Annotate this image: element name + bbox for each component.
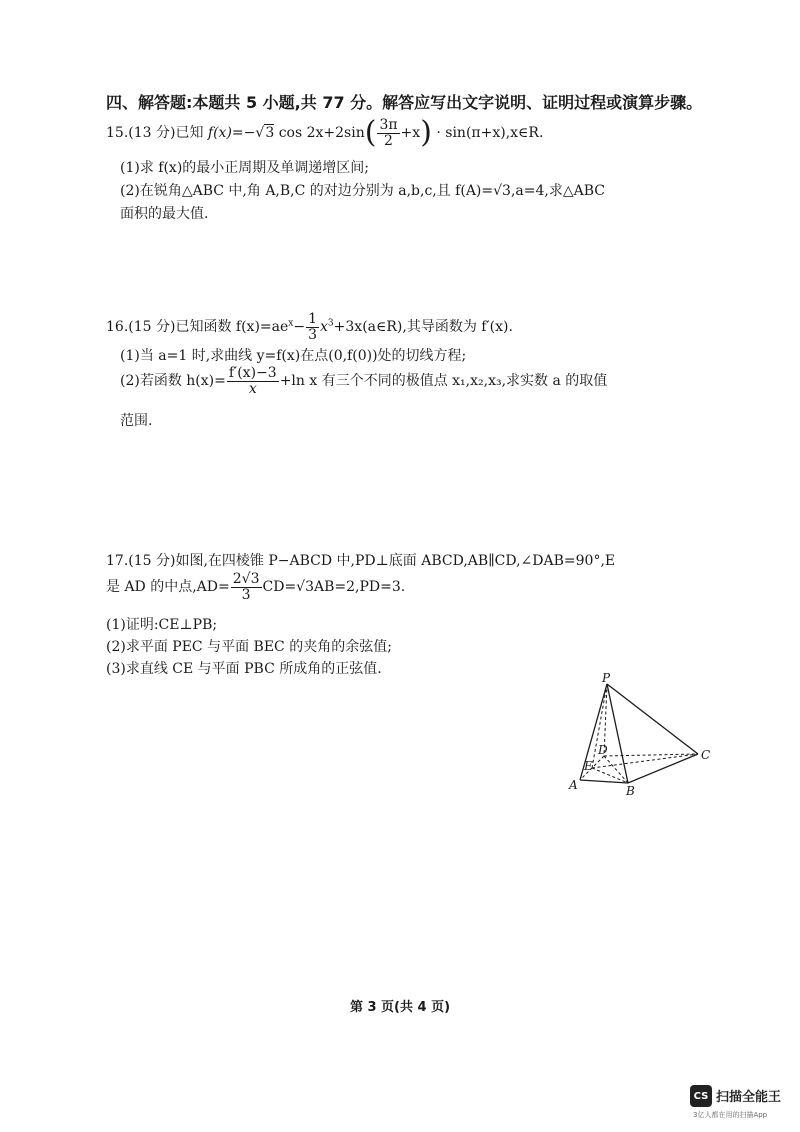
- label-A: A: [569, 778, 578, 792]
- q15-stem: 15.(13 分)已知 f(x)=−√3 cos 2x+2sin( $\frac{3\pi}{2}$ +x) · sin(π+x),x∈R.: [106, 115, 544, 151]
- q16-p2-fraction: [227, 366, 279, 396]
- edge-AB: [580, 780, 628, 783]
- q16-p2-tail: +ln x 有三个不同的极值点 x₁,x₂,x₃,求实数 a 的取值: [279, 373, 608, 390]
- q16-part1: (1)当 a=1 时,求曲线 y=f(x)在点(0,f(0))处的切线方程;: [120, 348, 467, 364]
- edge-PB: [607, 684, 628, 783]
- pyramid-figure: [560, 670, 720, 800]
- q15-frac-num: 3π: [379, 117, 398, 133]
- label-E: E: [584, 759, 593, 773]
- edge-PC: [607, 684, 698, 754]
- page-footer: 第 3 页(共 4 页): [349, 1000, 451, 1015]
- q16-part2: [120, 366, 607, 396]
- q16-frac-num: 1: [308, 311, 318, 327]
- label-B: B: [626, 784, 635, 798]
- q15-part1: (1)求 f(x)的最小正周期及单调递增区间;: [120, 160, 369, 176]
- edge-DC: [604, 754, 698, 756]
- q15-tail: · sin(π+x),x∈R.: [436, 125, 544, 142]
- q17-l2-tail: CD=√3AB=2,PD=3.: [262, 579, 406, 596]
- q16-x: x: [320, 319, 328, 336]
- q17-stem: 17.(15 分)如图,在四棱锥 P−ABCD 中,PD⊥底面 ABCD,AB∥CD,∠DAB=90°,E: [106, 553, 616, 569]
- watermark-name: 扫描全能王: [716, 1090, 782, 1105]
- q15-eq: =−: [231, 125, 256, 142]
- q16-sup-x: x: [288, 318, 294, 329]
- q16-frac-den: 3: [308, 326, 318, 343]
- q17-stem-line2: [106, 572, 405, 602]
- edge-DB: [604, 756, 628, 783]
- q16-minus: −: [293, 319, 306, 336]
- q15-part2: (2)在锐角△ABC 中,角 A,B,C 的对边分别为 a,b,c,且 f(A)=√3,a=4,求△ABC: [120, 183, 605, 199]
- q16-p2-lead: (2)若函数 h(x)=: [120, 373, 226, 390]
- q15-sqrt3: 3: [265, 125, 275, 142]
- q15-cos: cos 2x+2sin: [278, 125, 365, 142]
- watermark-tagline: 3亿人都在用的扫描App: [693, 1111, 768, 1119]
- q17-part1: (1)证明:CE⊥PB;: [106, 617, 218, 633]
- q17-part3: (3)求直线 CE 与平面 PBC 所成角的正弦值.: [106, 661, 382, 677]
- q16-stem: [106, 312, 513, 342]
- q15-frac-den: 2: [384, 132, 393, 149]
- q17-frac-num: 2√3: [232, 571, 260, 587]
- q16-p2-num: f′(x)−3: [228, 365, 277, 381]
- q15-fraction: [377, 118, 399, 148]
- q16-tail: +3x(a∈R),其导函数为 f′(x).: [333, 319, 513, 336]
- q17-part2: (2)求平面 PEC 与平面 BEC 的夹角的余弦值;: [106, 639, 392, 655]
- q16-lead: 16.(15 分)已知函数 f(x)=ae: [106, 319, 289, 336]
- q16-sup-3: 3: [327, 318, 334, 329]
- q15-part2-cont: 面积的最大值.: [120, 206, 209, 222]
- q16-fraction: [306, 312, 319, 342]
- q15-lead: 15.(13 分)已知: [106, 125, 208, 142]
- q17-fraction: [231, 572, 262, 602]
- q16-part2-cont: 范围.: [120, 413, 153, 429]
- section-title: 四、解答题:本题共 5 小题,共 77 分。解答应写出文字说明、证明过程或演算步骤。: [106, 93, 703, 112]
- q16-p2-den: x: [248, 380, 257, 397]
- q17-l2-lead: 是 AD 的中点,AD=: [106, 579, 230, 596]
- label-C: C: [701, 748, 711, 762]
- q15-plus-x: +x: [400, 125, 421, 142]
- label-P: P: [602, 671, 611, 685]
- label-D: D: [598, 743, 608, 757]
- camscanner-logo-icon: CS: [690, 1085, 712, 1107]
- q15-fx: f(x): [207, 125, 232, 142]
- q17-frac-den: 3: [241, 586, 251, 603]
